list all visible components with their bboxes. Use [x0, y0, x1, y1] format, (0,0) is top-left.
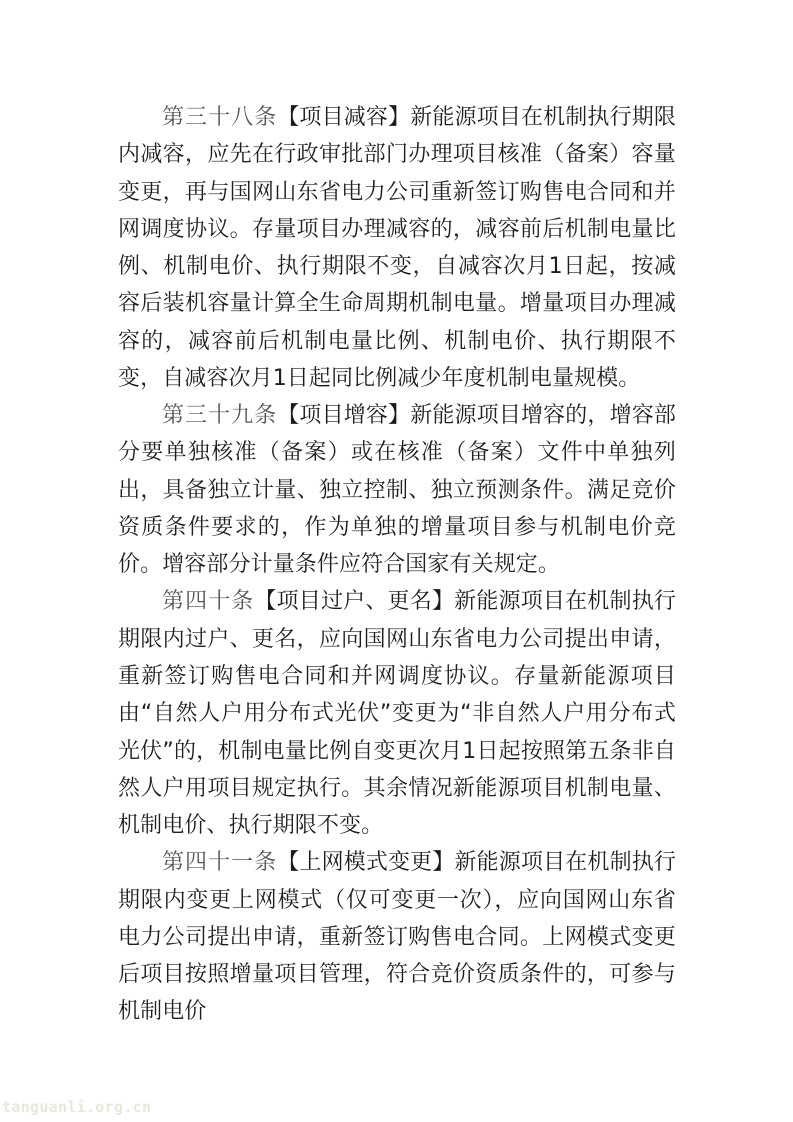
article-title: 【项目减容】 — [277, 105, 411, 130]
watermark-text: tanguanli.org.cn — [2, 1098, 152, 1116]
article-38-paragraph — [118, 99, 676, 397]
article-title: 【项目过户、更名】 — [254, 589, 455, 615]
article-41-paragraph — [118, 844, 676, 1030]
article-40-paragraph — [118, 583, 676, 844]
article-body: 新能源项目在机制执行期限内过户、更名，应向国网山东省电力公司提出申请，重新签订购售电合同和并网调度协议。存量新能源项目由“自然人户用分布式光伏”变更为“非自然人户用分布式光伏”的，机制电量比例自变更次月1日起按照第五条非自然人户用项目规定执行。其余情况新能源项目机制电量、机制电价、执行期限不变。 — [118, 589, 676, 839]
article-body: 新能源项目在机制执行期限内变更上网模式（仅可变更一次），应向国网山东省电力公司提出申请，重新签订购售电合同。上网模式变更后项目按照增量项目管理，符合竞价资质条件的，可参与机制电价 — [118, 850, 676, 1025]
article-title: 【项目增容】 — [277, 403, 411, 429]
document-page — [118, 99, 676, 1031]
article-body: 新能源项目增容的，增容部分要单独核准（备案）或在核准（备案）文件中单独列出，具备独立计量、独立控制、独立预测条件。满足竞价资质条件要求的，作为单独的增量项目参与机制电价竞价。增容部分计量条件应符合国家有关规定。 — [118, 403, 676, 578]
article-number: 第三十八条 — [162, 105, 278, 130]
article-number: 第四十条 — [162, 589, 255, 615]
article-number: 第四十一条 — [162, 850, 278, 876]
article-title: 【上网模式变更】 — [277, 850, 455, 876]
article-body: 新能源项目在机制执行期限内减容，应先在行政审批部门办理项目核准（备案）容量变更，再与国网山东省电力公司重新签订购售电合同和并网调度协议。存量项目办理减容的，减容前后机制电量比例、机制电价、执行期限不变，自减容次月1日起，按减容后装机容量计算全生命周期机制电量。增量项目办理减容的，减容前后机制电量比例、机制电价、执行期限不变，自减容次月1日起同比例减少年度机制电量规模。 — [118, 105, 676, 391]
article-number: 第三十九条 — [162, 403, 278, 429]
article-39-paragraph — [118, 397, 676, 583]
